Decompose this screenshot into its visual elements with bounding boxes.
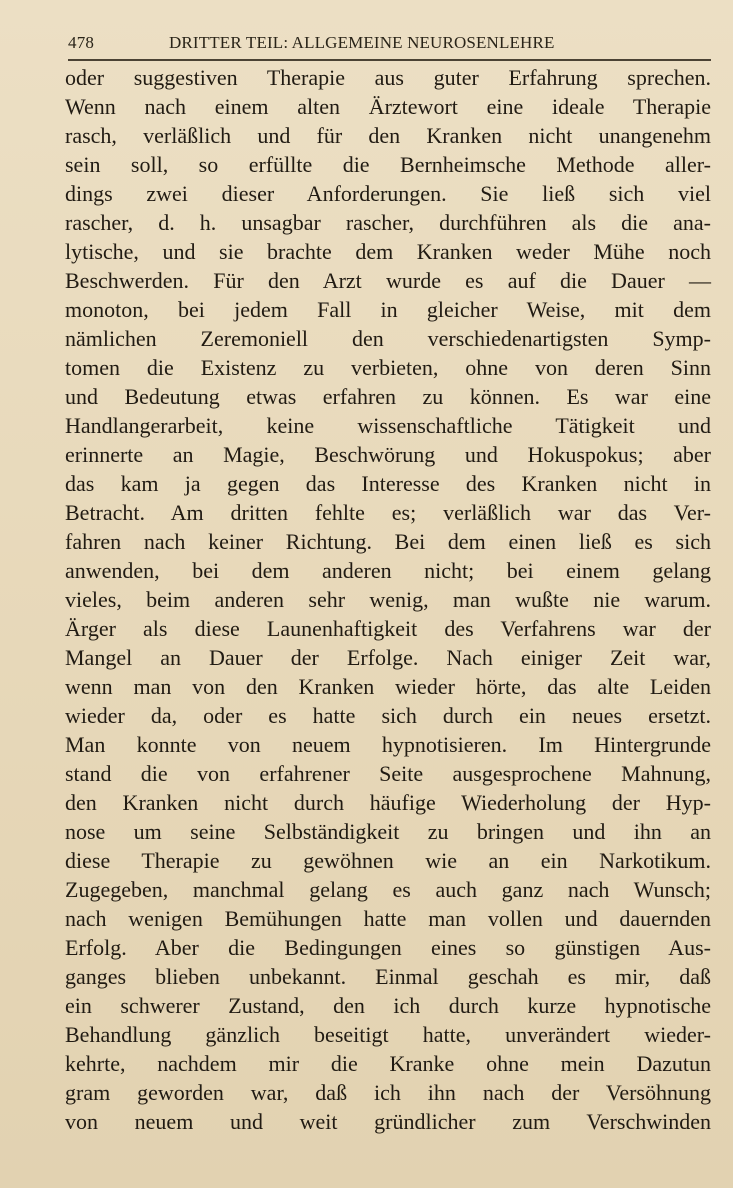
running-head: DRITTER TEIL: ALLGEMEINE NEUROSENLEHRE <box>169 33 555 52</box>
text-line: gram geworden war, daß ich ihn nach der Versöhnung <box>65 1080 711 1105</box>
body-text <box>65 63 711 1136</box>
text-line: Ärger als diese Launenhaftigkeit des Verfahrens war der <box>65 616 711 641</box>
text-line: rascher, d. h. unsagbar rascher, durchführen als die ana- <box>65 210 711 235</box>
text-line: rasch, verläßlich und für den Kranken nicht unangenehm <box>65 123 711 148</box>
text-line: das kam ja gegen das Interesse des Kranken nicht in <box>65 471 711 496</box>
text-line: nach wenigen Bemühungen hatte man vollen und dauernden <box>65 906 711 931</box>
text-line: kehrte, nachdem mir die Kranke ohne mein Dazutun <box>65 1051 711 1076</box>
text-line: Wenn nach einem alten Ärztewort eine ideale Therapie <box>65 94 711 119</box>
text-line: Zugegeben, manchmal gelang es auch ganz nach Wunsch; <box>65 877 711 902</box>
text-line: wenn man von den Kranken wieder hörte, das alte Leiden <box>65 674 711 699</box>
text-line: Mangel an Dauer der Erfolge. Nach einiger Zeit war, <box>65 645 711 670</box>
text-line: stand die von erfahrener Seite ausgesprochene Mahnung, <box>65 761 711 786</box>
text-line: nose um seine Selbständigkeit zu bringen und ihn an <box>65 819 711 844</box>
text-line: Beschwerden. Für den Arzt wurde es auf die Dauer — <box>65 268 711 293</box>
text-line: Behandlung gänzlich beseitigt hatte, unverändert wieder- <box>65 1022 711 1047</box>
text-line: Man konnte von neuem hypnotisieren. Im Hintergrunde <box>65 732 711 757</box>
text-line: und Bedeutung etwas erfahren zu können. Es war eine <box>65 384 711 409</box>
text-line: nämlichen Zeremoniell den verschiedenartigsten Symp- <box>65 326 711 351</box>
text-line: sein soll, so erfüllte die Bernheimsche Methode aller- <box>65 152 711 177</box>
text-line: monoton, bei jedem Fall in gleicher Weise, mit dem <box>65 297 711 322</box>
text-line: Handlangerarbeit, keine wissenschaftliche Tätigkeit und <box>65 413 711 438</box>
text-line: erinnerte an Magie, Beschwörung und Hokuspokus; aber <box>65 442 711 467</box>
text-line: lytische, und sie brachte dem Kranken weder Mühe noch <box>65 239 711 264</box>
text-line: anwenden, bei dem anderen nicht; bei einem gelang <box>65 558 711 583</box>
text-line: wieder da, oder es hatte sich durch ein neues ersetzt. <box>65 703 711 728</box>
text-line: fahren nach keiner Richtung. Bei dem einen ließ es sich <box>65 529 711 554</box>
text-line: ganges blieben unbekannt. Einmal geschah es mir, daß <box>65 964 711 989</box>
text-line: ein schwerer Zustand, den ich durch kurze hypnotische <box>65 993 711 1018</box>
text-line: den Kranken nicht durch häufige Wiederholung der Hyp- <box>65 790 711 815</box>
text-line: Betracht. Am dritten fehlte es; verläßlich war das Ver- <box>65 500 711 525</box>
text-line: von neuem und weit gründlicher zum Verschwinden <box>65 1109 711 1134</box>
text-line: diese Therapie zu gewöhnen wie an ein Narkotikum. <box>65 848 711 873</box>
text-line: Erfolg. Aber die Bedingungen eines so günstigen Aus- <box>65 935 711 960</box>
text-line: vieles, beim anderen sehr wenig, man wußte nie warum. <box>65 587 711 612</box>
header-rule <box>68 59 711 61</box>
text-line: dings zwei dieser Anforderungen. Sie ließ sich viel <box>65 181 711 206</box>
text-line: tomen die Existenz zu verbieten, ohne von deren Sinn <box>65 355 711 380</box>
text-line: oder suggestiven Therapie aus guter Erfahrung sprechen. <box>65 65 711 90</box>
page-header <box>68 33 711 55</box>
page-number: 478 <box>68 33 95 52</box>
